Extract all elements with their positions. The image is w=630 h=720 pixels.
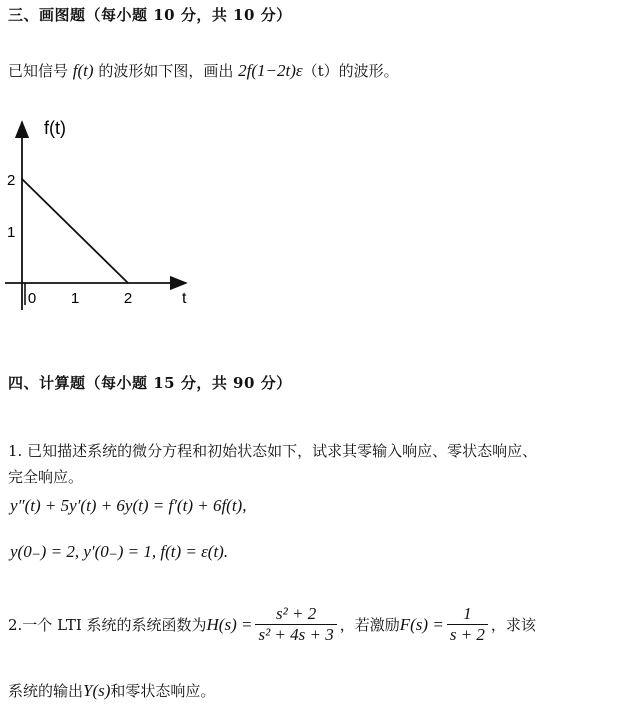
q2-f-numerator: 1 [447,604,488,625]
q2-h-label: H(s) = [206,614,253,634]
waveform-line-0 [22,179,128,283]
question-1-line-2: 完全响应。 [8,468,84,486]
q2-prefix: 2.一个 LTI 系统的系统函数为 [8,616,207,634]
q2-f-denominator: s + 2 [449,625,485,644]
section-4-heading: 四、计算题（每小题 15 分，共 90 分） [8,374,292,392]
prompt-middle: 的波形如下图，画出 [93,62,239,80]
q2-f-fraction [447,604,488,645]
waveform-chart [0,110,220,320]
q2-line-2-prefix: 系统的输出 [8,682,84,700]
q2-middle: ，若激励 [339,616,400,634]
question-1-initial-conditions: y(0₋) = 2, y′(0₋) = 1, f(t) = ε(t). [10,542,229,561]
q2-h-numerator: s² + 2 [255,604,336,625]
prompt-suffix: 的波形。 [338,62,399,80]
prompt-expression: 2f(1−2t)ε [238,61,303,80]
y-axis-label: f(t) [44,118,66,138]
y-tick-label: 1 [7,224,16,241]
q2-f-label: F(s) = [399,614,444,634]
prompt-signal: f(t) [72,61,94,80]
x-tick-label: 1 [70,290,80,307]
section-3-prompt [8,60,399,81]
prompt-prefix: 已知信号 [8,62,73,80]
question-2-line-1 [8,604,536,645]
question-1-equation: y″(t) + 5y′(t) + 6y(t) = f′(t) + 6f(t), [10,496,247,515]
q2-suffix: ，求该 [490,616,536,634]
q2-h-denominator: s² + 4s + 3 [258,625,334,644]
x-axis-label: t [182,290,187,307]
q2-y-label: Y(s) [83,681,111,700]
x-tick-label: 2 [123,290,133,307]
q2-line-2-suffix: 和零状态响应。 [110,682,216,700]
y-tick-label: 2 [7,172,16,189]
x-tick-label: 0 [27,290,37,307]
section-3-heading: 三、画图题（每小题 10 分，共 10 分） [8,6,292,24]
prompt-expression-arg: （t） [302,62,339,80]
question-1-line-1: 1. 已知描述系统的微分方程和初始状态如下，试求其零输入响应、零状态响应、 [8,442,538,460]
q2-h-fraction [255,604,336,645]
question-2-line-2 [8,680,215,701]
